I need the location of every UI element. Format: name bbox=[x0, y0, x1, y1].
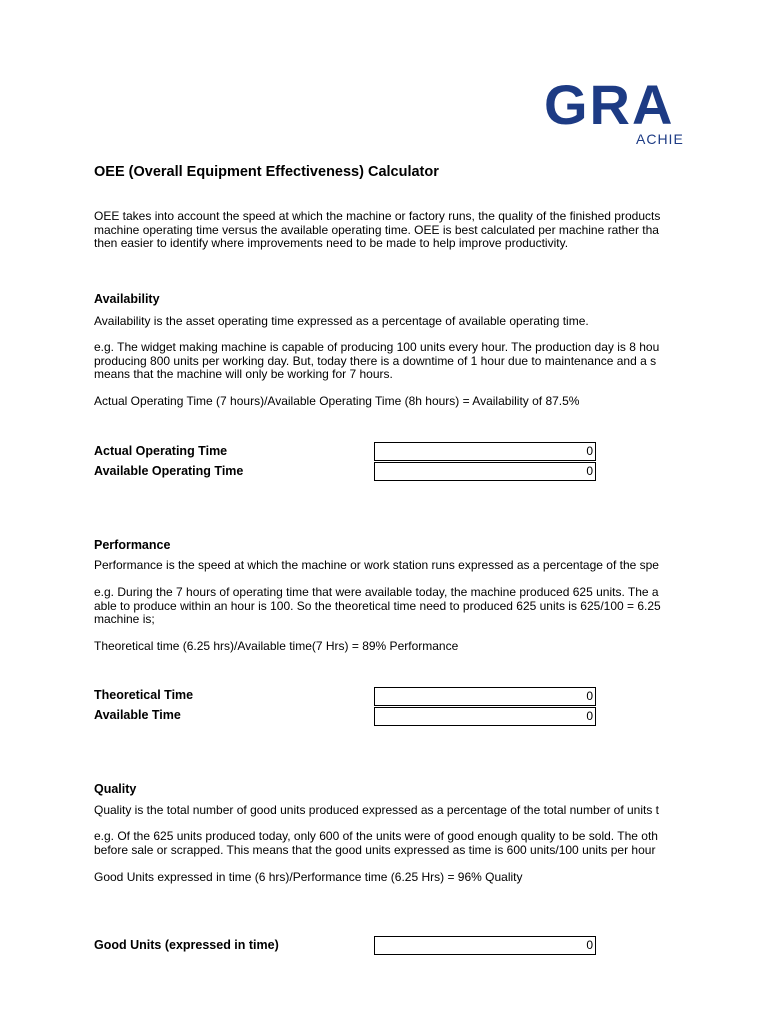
company-logo bbox=[544, 82, 703, 152]
performance-heading: Performance bbox=[94, 538, 171, 552]
quality-example bbox=[94, 830, 658, 857]
actual-operating-time-label: Actual Operating Time bbox=[94, 444, 228, 458]
availability-description: Availability is the asset operating time expressed as a percentage of available operating time. bbox=[94, 314, 589, 328]
good-units-label: Good Units (expressed in time) bbox=[94, 938, 279, 952]
quality-description: Quality is the total number of good units produced expressed as a percentage of the total number of units t bbox=[94, 803, 660, 817]
theoretical-time-label: Theoretical Time bbox=[94, 688, 194, 702]
performance-description: Performance is the speed at which the machine or work station runs expressed as a percentage of the spe bbox=[94, 558, 659, 572]
available-time-input[interactable] bbox=[374, 707, 596, 726]
availability-heading: Availability bbox=[94, 292, 160, 306]
available-time-label: Available Time bbox=[94, 708, 181, 722]
available-operating-time-label: Available Operating Time bbox=[94, 464, 244, 478]
actual-operating-time-input[interactable] bbox=[374, 442, 596, 461]
logo-brand-text: GRA bbox=[544, 82, 675, 130]
performance-example bbox=[94, 586, 661, 627]
intro-line: machine operating time versus the available operating time. OEE is best calculated per machine rather tha bbox=[94, 222, 659, 237]
intro-paragraph bbox=[94, 210, 660, 251]
availability-example-line: producing 800 units per working day. But, today there is a downtime of 1 hour due to maintenance and a s bbox=[94, 353, 657, 368]
page-title: OEE (Overall Equipment Effectiveness) Calculator bbox=[94, 164, 439, 180]
intro-line: OEE takes into account the speed at which the machine or factory runs, the quality of the finished products bbox=[94, 209, 661, 223]
performance-example-line: e.g. During the 7 hours of operating time that were available today, the machine produced 625 units. The a bbox=[94, 585, 659, 599]
quality-heading: Quality bbox=[94, 782, 137, 796]
theoretical-time-input[interactable] bbox=[374, 687, 596, 706]
logo-tagline: ACHIE bbox=[636, 131, 684, 147]
availability-formula: Actual Operating Time (7 hours)/Available Operating Time (8h hours) = Availability of 87.5% bbox=[94, 394, 580, 408]
quality-example-line: before sale or scrapped. This means that the good units expressed as time is 600 units/100 units per hour bbox=[94, 842, 656, 857]
performance-example-line: machine is; bbox=[94, 612, 155, 626]
quality-example-line: e.g. Of the 625 units produced today, only 600 of the units were of good enough quality to be sold. The oth bbox=[94, 829, 658, 843]
availability-example-line: means that the machine will only be working for 7 hours. bbox=[94, 367, 393, 381]
performance-example-line: able to produce within an hour is 100. So the theoretical time need to produced 625 units is 625/100 = 6.25 bbox=[94, 598, 661, 613]
logo-wordmark-icon bbox=[544, 82, 703, 130]
intro-line: then easier to identify where improvements need to be made to help improve productivity. bbox=[94, 236, 569, 250]
availability-example-line: e.g. The widget making machine is capable of producing 100 units every hour. The production day is 8 hou bbox=[94, 340, 660, 354]
performance-formula: Theoretical time (6.25 hrs)/Available time(7 Hrs) = 89% Performance bbox=[94, 639, 459, 653]
quality-formula: Good Units expressed in time (6 hrs)/Performance time (6.25 Hrs) = 96% Quality bbox=[94, 870, 523, 884]
availability-example bbox=[94, 341, 659, 382]
good-units-input[interactable] bbox=[374, 936, 596, 955]
available-operating-time-input[interactable] bbox=[374, 462, 596, 481]
